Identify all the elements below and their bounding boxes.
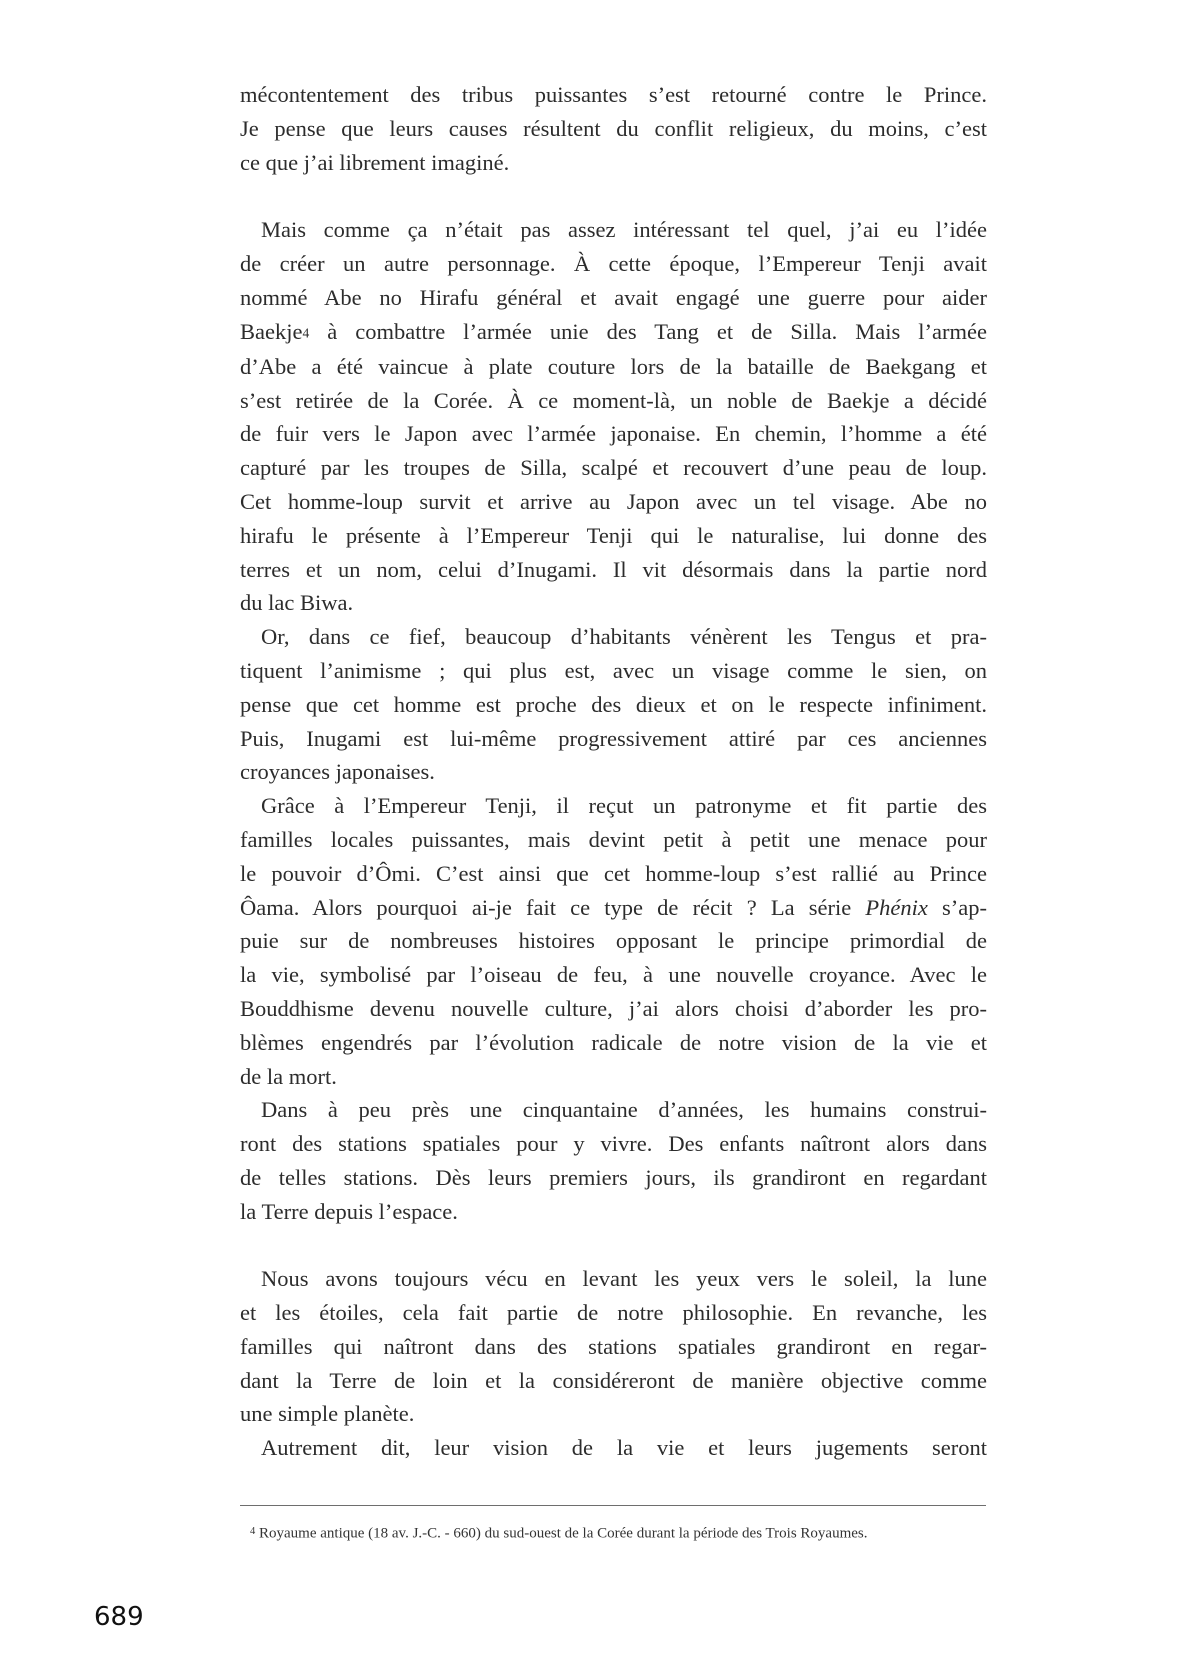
paragraph (240, 620, 987, 789)
text-line: la vie, symbolisé par l’oiseau de feu, à une nouvelle croyance. Avec le (240, 962, 987, 988)
text-line: familles locales puissantes, mais devint petit à petit une menace pour (240, 826, 987, 852)
text-line: de telles stations. Dès leurs premiers jours, ils grandiront en regardant (240, 1164, 987, 1190)
text-line: ce que j’ai librement imaginé. (240, 149, 510, 175)
paragraph (240, 78, 987, 179)
text-line: la Terre depuis l’espace. (240, 1198, 458, 1224)
text-line: Nous avons toujours vécu en levant les yeux vers le soleil, la lune (261, 1266, 987, 1292)
text-line: et les étoiles, cela fait partie de notre philosophie. En revanche, les (240, 1300, 987, 1326)
text-line: capturé par les troupes de Silla, scalpé et recouvert d’une peau de loup. (240, 455, 987, 481)
text-line: le pouvoir d’Ômi. C’est ainsi que cet homme-loup s’est rallié au Prince (240, 860, 987, 886)
paragraph (240, 213, 987, 620)
text-line: blèmes engendrés par l’évolution radicale de notre vision de la vie et (240, 1029, 987, 1055)
text-line: mécontentement des tribus puissantes s’est retourné contre le Prince. (240, 82, 987, 107)
paragraph-gap (240, 1228, 987, 1262)
page-number: 689 (94, 1602, 144, 1632)
text-line: de la mort. (240, 1063, 337, 1089)
text-line: Dans à peu près une cinquantaine d’années, les humains construi- (261, 1097, 987, 1123)
text-line: Puis, Inugami est lui-même progressivement attiré par ces anciennes (240, 725, 987, 751)
text-line: familles qui naîtront dans des stations spatiales grandiront en regar- (240, 1333, 987, 1359)
paragraph-gap (240, 179, 987, 213)
paragraph (240, 1093, 987, 1228)
footnote-marker: 4 (250, 1526, 256, 1537)
text-line: de fuir vers le Japon avec l’armée japonaise. En chemin, l’homme a été (240, 421, 987, 447)
text-line: Cet homme-loup survit et arrive au Japon avec un tel visage. Abe no (240, 488, 987, 514)
text-line: nommé Abe no Hirafu général et avait engagé une guerre pour aider (240, 284, 987, 310)
footnote-reference: 4 (302, 324, 310, 340)
text-line: Je pense que leurs causes résultent du conflit religieux, du moins, c’est (240, 115, 987, 141)
text-line: hirafu le présente à l’Empereur Tenji qui le naturalise, lui donne des (240, 522, 987, 548)
text-line: tiquent l’animisme ; qui plus est, avec un visage comme le sien, on (240, 657, 987, 683)
body-text (240, 78, 987, 1465)
text-line: Autrement dit, leur vision de la vie et leurs jugements seront (261, 1435, 987, 1461)
paragraph (240, 789, 987, 1093)
text-line: s’est retirée de la Corée. À ce moment-là, un noble de Baekje a décidé (240, 387, 987, 413)
text-line: croyances japonaises. (240, 759, 435, 785)
text-line: d’Abe a été vaincue à plate couture lors de la bataille de Baekgang et (240, 353, 987, 379)
footnote-divider (240, 1505, 986, 1506)
text-line: Bouddhisme devenu nouvelle culture, j’ai alors choisi d’aborder les pro- (240, 995, 987, 1021)
text-line: terres et un nom, celui d’Inugami. Il vit désormais dans la partie nord (240, 556, 987, 582)
text-line: Or, dans ce fief, beaucoup d’habitants vénèrent les Tengus et pra- (261, 624, 987, 650)
text-line: ront des stations spatiales pour y vivre. Des enfants naîtront alors dans (240, 1131, 987, 1157)
text-line: Grâce à l’Empereur Tenji, il reçut un patronyme et fit partie des (261, 793, 987, 819)
text-line: Mais comme ça n’était pas assez intéressant tel quel, j’ai eu l’idée (261, 217, 987, 243)
footnote-text: Royaume antique (18 av. J.-C. - 660) du sud-ouest de la Corée durant la période des Trois Royaumes. (259, 1525, 868, 1542)
text-line: du lac Biwa. (240, 590, 354, 616)
text-line: puie sur de nombreuses histoires opposant le principe primordial de (240, 928, 987, 954)
text-line: Ôama. Alors pourquoi ai-je fait ce type de récit ? La série Phénix s’ap- (240, 894, 988, 920)
text-line: de créer un autre personnage. À cette époque, l’Empereur Tenji avait (240, 250, 987, 276)
footnote (240, 1521, 996, 1545)
text-line: une simple planète. (240, 1401, 415, 1427)
paragraph (240, 1262, 987, 1431)
text-line: pense que cet homme est proche des dieux et on le respecte infiniment. (240, 691, 987, 717)
paragraph (240, 1431, 987, 1465)
text-line: Baekje$^4$ à combattre l’armée unie des Tang et de Silla. Mais l’armée (240, 318, 987, 344)
text-line: dant la Terre de loin et la considéreront de manière objective comme (240, 1367, 987, 1393)
